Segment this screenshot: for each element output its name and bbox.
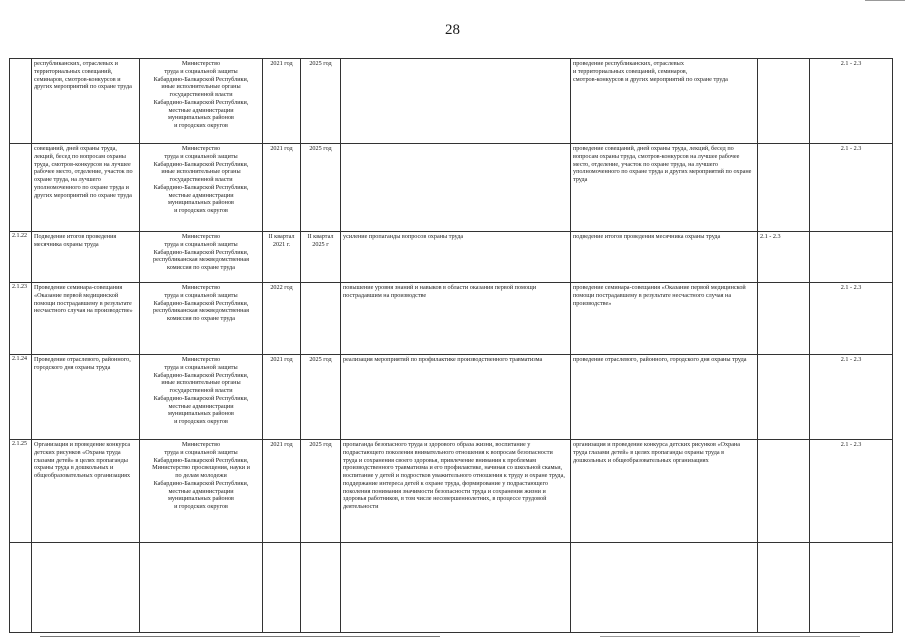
end-date: 2025 год bbox=[301, 355, 341, 440]
table-row bbox=[10, 355, 893, 440]
row-number: 2.1.25 bbox=[10, 440, 32, 543]
expected-result: пропаганда безопасного труда и здорового образа жизни, воспитание у подрастающего поколения внимательного отношения к вопросам безопасности труда и сохранения своего здоровья, привлечение внимания к проблемам производственного травматизма и его профилактике, начиная со школьной скамьи, воспитание у детей и подростков уважительного отношения к труду и охране труда, поддержание интереса детей к охране труда, формирование у подрастающего поколения понимания значимости безопасности труда и сохранения жизни и здоровья работников, в том числе несовершеннолетних, в процессе трудовой деятельности bbox=[341, 440, 571, 543]
end-date bbox=[301, 283, 341, 355]
scan-artifact-line bbox=[40, 636, 440, 637]
indicator-cell: проведение совещаний, дней охраны труда, лекций, бесед по вопросам охраны труда, смотров-конкурсов на лучшее рабочее место, отделение, участок по охране труда, на лучшего уполномоченного по охране труда и других мероприятий по охране труда bbox=[571, 144, 758, 232]
executor-cell: Министерство труда и социальной защиты Кабардино-Балкарской Республики, иные исполнительные органы государственной власти Кабардино-Балкарской Республики, местные администрации муниципальных районов и городских округов bbox=[140, 59, 263, 144]
indicator-cell bbox=[571, 543, 758, 633]
end-date bbox=[301, 543, 341, 633]
indicator-code bbox=[758, 440, 810, 543]
event-description: Подведение итогов проведения месячника охраны труда bbox=[32, 232, 140, 283]
indicator-cell: проведение отраслевого, районного, городского дня охраны труда bbox=[571, 355, 758, 440]
event-description bbox=[32, 543, 140, 633]
end-date: 2025 год bbox=[301, 144, 341, 232]
table-row bbox=[10, 440, 893, 543]
indicator-code-right: 2.1 - 2.3 bbox=[810, 144, 893, 232]
event-description: Организация и проведение конкурса детских рисунков «Охрана труда глазами детей» в целях пропаганды охраны труда в дошкольных и общеобразовательных организациях bbox=[32, 440, 140, 543]
scan-edge-mark bbox=[865, 0, 905, 1]
executor-cell: Министерство труда и социальной защиты Кабардино-Балкарской Республики, Министерство просвещения, науки и по делам молодежи Кабардино-Балкарской Республики, местные администрации муниципальных районов и городских округов bbox=[140, 440, 263, 543]
indicator-cell: проведение семинара-совещания «Оказание первой медицинской помощи пострадавшему в результате несчастного случая на производстве» bbox=[571, 283, 758, 355]
indicator-code-right bbox=[810, 232, 893, 283]
indicator-cell: проведение республиканских, отраслевых и территориальных совещаний, семинаров, смотров-конкурсов и других мероприятий по охране труда bbox=[571, 59, 758, 144]
page-number: 28 bbox=[445, 22, 460, 38]
table-row bbox=[10, 59, 893, 144]
expected-result bbox=[341, 543, 571, 633]
indicator-code bbox=[758, 543, 810, 633]
executor-cell bbox=[140, 543, 263, 633]
expected-result: усиление пропаганды вопросов охраны труда bbox=[341, 232, 571, 283]
row-number: 2.1.22 bbox=[10, 232, 32, 283]
indicator-code-right bbox=[810, 543, 893, 633]
action-plan-table bbox=[9, 58, 893, 633]
end-date: 2025 год bbox=[301, 59, 341, 144]
indicator-code bbox=[758, 283, 810, 355]
row-number bbox=[10, 144, 32, 232]
row-number bbox=[10, 543, 32, 633]
indicator-code bbox=[758, 59, 810, 144]
executor-cell: Министерство труда и социальной защиты Кабардино-Балкарской Республики, иные исполнительные органы государственной власти Кабардино-Балкарской Республики, местные администрации муниципальных районов и городских округов bbox=[140, 355, 263, 440]
expected-result bbox=[341, 144, 571, 232]
table-row bbox=[10, 144, 893, 232]
end-date: 2025 год bbox=[301, 440, 341, 543]
table-row bbox=[10, 232, 893, 283]
indicator-code bbox=[758, 144, 810, 232]
table-row bbox=[10, 543, 893, 633]
start-date bbox=[263, 543, 301, 633]
expected-result bbox=[341, 59, 571, 144]
end-date: II квартал 2025 г bbox=[301, 232, 341, 283]
executor-cell: Министерство труда и социальной защиты Кабардино-Балкарской Республики, республиканская межведомственная комиссия по охране труда bbox=[140, 232, 263, 283]
indicator-code: 2.1 - 2.3 bbox=[758, 232, 810, 283]
row-number: 2.1.24 bbox=[10, 355, 32, 440]
start-date: II квартал 2021 г. bbox=[263, 232, 301, 283]
indicator-code-right: 2.1 - 2.3 bbox=[810, 283, 893, 355]
indicator-code bbox=[758, 355, 810, 440]
start-date: 2021 год bbox=[263, 144, 301, 232]
start-date: 2021 год bbox=[263, 440, 301, 543]
indicator-cell: организация и проведение конкурса детских рисунков «Охрана труда глазами детей» в целях пропаганды охраны труда в дошкольных и общеобразовательных организациях bbox=[571, 440, 758, 543]
row-number bbox=[10, 59, 32, 144]
row-number: 2.1.23 bbox=[10, 283, 32, 355]
executor-cell: Министерство труда и социальной защиты Кабардино-Балкарской Республики, республиканская межведомственная комиссия по охране труда bbox=[140, 283, 263, 355]
executor-cell: Министерство труда и социальной защиты Кабардино-Балкарской Республики, иные исполнительные органы государственной власти Кабардино-Балкарской Республики, местные администрации муниципальных районов и городских округов bbox=[140, 144, 263, 232]
event-description: Проведение отраслевого, районного, городского дня охраны труда bbox=[32, 355, 140, 440]
event-description: республиканских, отраслевых и территориальных совещаний, семинаров, смотров-конкурсов и других мероприятий по охране труда bbox=[32, 59, 140, 144]
indicator-cell: подведение итогов проведения месячника охраны труда bbox=[571, 232, 758, 283]
event-description: Проведение семинара-совещания «Оказание первой медицинской помощи пострадавшему в результате несчастного случая на производстве» bbox=[32, 283, 140, 355]
start-date: 2021 год bbox=[263, 59, 301, 144]
indicator-code-right: 2.1 - 2.3 bbox=[810, 355, 893, 440]
indicator-code-right: 2.1 - 2.3 bbox=[810, 440, 893, 543]
event-description: совещаний, дней охраны труда, лекций, бесед по вопросам охраны труда, смотров-конкурсов на лучшее рабочее место, отделение, участок по охране труда, на лучшего уполномоченного по охране труда и других мероприятий по охране труда bbox=[32, 144, 140, 232]
start-date: 2022 год bbox=[263, 283, 301, 355]
table-row bbox=[10, 283, 893, 355]
expected-result: реализация мероприятий по профилактике производственного травматизма bbox=[341, 355, 571, 440]
indicator-code-right: 2.1 - 2.3 bbox=[810, 59, 893, 144]
start-date: 2021 год bbox=[263, 355, 301, 440]
scan-artifact-line bbox=[600, 636, 860, 637]
expected-result: повышение уровня знаний и навыков в области оказания первой помощи пострадавшим на производстве bbox=[341, 283, 571, 355]
